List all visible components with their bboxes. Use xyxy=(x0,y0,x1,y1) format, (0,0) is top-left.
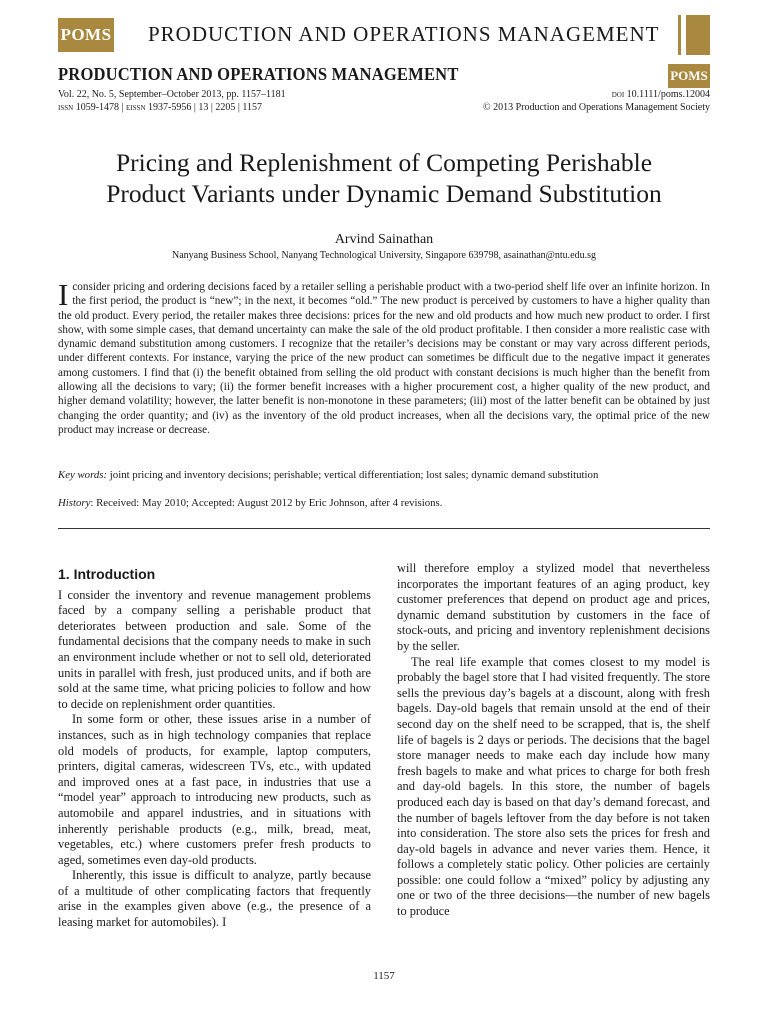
journal-banner xyxy=(0,0,768,60)
right-column xyxy=(397,561,710,920)
page-number: 1157 xyxy=(373,970,395,982)
abstract-dropcap: I xyxy=(58,277,69,312)
copyright-line: © 2013 Production and Operations Management Society xyxy=(483,101,710,113)
banner-block xyxy=(686,15,710,55)
issn-line: issn 1059-1478 | eissn 1937-5956 | 13 | 2205 | 1157 xyxy=(58,101,262,113)
abstract xyxy=(58,277,710,437)
volume-line: Vol. 22, No. 5, September–October 2013, pp. 1157–1181 xyxy=(58,89,286,100)
journal-name: PRODUCTION AND OPERATIONS MANAGEMENT xyxy=(58,64,459,84)
left-column xyxy=(58,567,371,931)
paragraph: I consider the inventory and revenue management problems faced by a company selling a perishable product that deteriorates between production and sale. Some of the fundamental decisions that the company needs to make in such an environment include whether or not to sell old, deteriorated units in parallel with fresh, just produced units, and if both are sold at the same time, what pricing policies to follow and how to decide on replenishment order quantities. xyxy=(58,587,371,711)
history: History: Received: May 2010; Accepted: August 2012 by Eric Johnson, after 4 revisions. xyxy=(58,497,443,509)
keywords: Key words: joint pricing and inventory decisions; perishable; vertical differentiation; lost sales; dynamic demand substitution xyxy=(58,469,599,481)
citation-info xyxy=(58,89,286,114)
doi-line: doi 10.1111/poms.12004 xyxy=(611,89,710,100)
paragraph: In some form or other, these issues arise in a number of instances, such as in high technology companies that replace old models of products, for example, laptop computers, printers, digital cameras, widescreen TVs, etc., with updated and improved ones at a fast pace, in industries that use a “model year” approach to introducing new products, such as automobile and apparel industries, and in situations with inherently perishable products (e.g., milk, bread, meat, vegetables, etc.) where customers prefer fresh products to aged, sometimes even day-old products. xyxy=(58,712,371,867)
paragraph: Inherently, this issue is difficult to analyze, partly because of a multitude of other complicating factors that frequently arise in the examples given above (e.g., the presence of a leasing market for automobiles). I xyxy=(58,868,371,930)
poms-logo-small: POMS xyxy=(668,64,710,88)
section-heading: 1. Introduction xyxy=(58,566,156,582)
author-name: Arvind Sainathan xyxy=(334,232,434,247)
paragraph: The real life example that comes closest to my model is probably the bagel store that I had visited frequently. The store sells the previous day’s bagels at a discount, along with fresh bagels. Day-old bagels that remain unsold at the end of their second day on the shelf need to be scrapped, that is, the shelf life of bagels is 2 days or periods. The decisions that the bagel store manager needs to make each day include how many fresh bagels to make and what prices to charge for both fresh and day-old bagels. In this store, the number of bagels produced each day is based on that day’s demand forecast, and the number of bagels leftover from the day before is not taken into consideration. The store also sets the prices for fresh and day-old bagels in advance and never varies them. Hence, it follows a completely static policy. Other policies are certainly possible: one could follow a “mixed” policy by adjusting any one or two of the three decisions—the number of new bagels to produce xyxy=(397,654,710,919)
banner-rule xyxy=(678,15,681,55)
article-title: Pricing and Replenishment of Competing Perishable Product Variants under Dynamic Demand Substitution xyxy=(106,148,662,208)
banner-title: PRODUCTION AND OPERATIONS MANAGEMENT xyxy=(148,22,660,46)
author-affiliation: Nanyang Business School, Nanyang Technological University, Singapore 639798, asainathan@ntu.edu.sg xyxy=(172,250,596,261)
paragraph: will therefore employ a stylized model that nevertheless incorporates the important features of an aging product, key customer preferences that depend on product age and prices, dynamic demand substitution by customers in the face of stock-outs, and pricing and inventory replenishment decisions by the seller. xyxy=(397,561,710,653)
doi-info xyxy=(483,89,710,114)
poms-logo: POMS xyxy=(58,18,114,52)
section-divider xyxy=(58,528,710,529)
abstract-body: consider pricing and ordering decisions faced by a retailer selling a perishable product with a two-period shelf life over an infinite horizon. In the first period, the product is “new”; in the next, it becomes “old.” The new product is perceived by customers to have a higher quality than the old product. Every period, the retailer makes three decisions: prices for the new and old products and how much new product to order. I first show, with some simple cases, that demand uncertainty can make the sale of the old product profitable. I then consider a more realistic case with dynamic demand substitution among customers. I recognize that the retailer’s decisions may be constant or may vary across different periods, under different contexts. For instance, varying the price of the new product can sometimes be difficult due to the negative impact it generates among customers. I find that (i) the benefit obtained from selling the old product with constant decisions is much higher than the benefit from allowing all the decisions to vary; (ii) the former benefit increases with a higher procurement cost, a higher quality of the new product, and higher demand volatility; however, the latter benefit is non-monotone in these parameters; (iii) most of the latter benefit can be obtained by just changing the order quantity; and (iv) as the inventory of the old product increases, when all the decisions vary, the optimal price of the new product may increase or decrease. xyxy=(58,281,710,436)
